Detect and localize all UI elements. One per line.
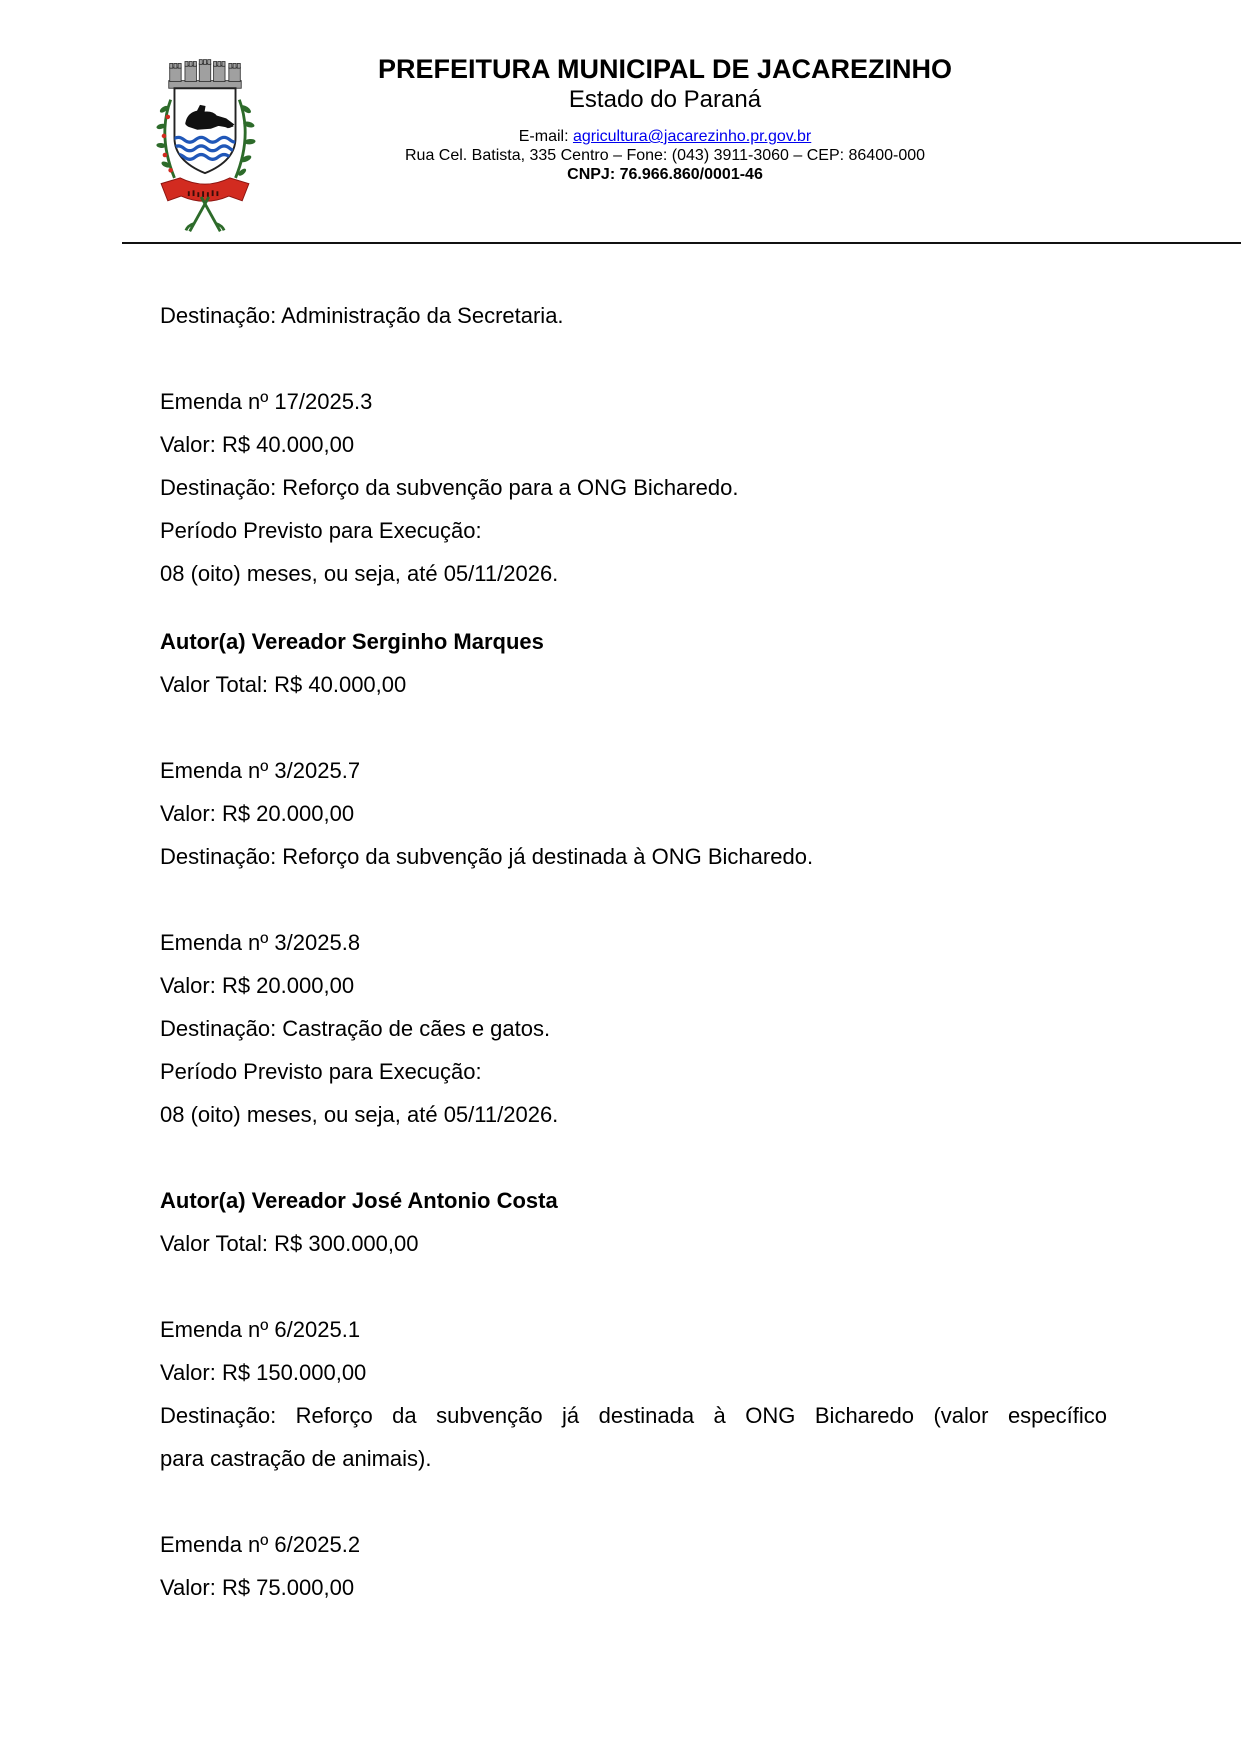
body-line: Valor Total: R$ 40.000,00 — [160, 672, 407, 697]
author-line: Autor(a) Vereador José Antonio Costa — [160, 1188, 558, 1213]
body-line: 08 (oito) meses, ou seja, até 05/11/2026. — [160, 561, 559, 586]
state-subtitle: Estado do Paraná — [568, 86, 762, 113]
paragraph-gap — [160, 337, 1107, 380]
document-body — [160, 294, 1107, 1609]
cnpj-line: CNPJ: 76.966.860/0001-46 — [567, 166, 763, 183]
body-line: Valor Total: R$ 300.000,00 — [160, 1231, 419, 1256]
body-line: Período Previsto para Execução: — [160, 1059, 482, 1084]
crossed-stems-icon — [186, 197, 224, 231]
body-line: Emenda nº 3/2025.8 — [160, 930, 361, 955]
paragraph-gap — [160, 1480, 1107, 1523]
body-line: Destinação: Administração da Secretaria. — [160, 303, 564, 328]
author-line: Autor(a) Vereador Serginho Marques — [160, 629, 544, 654]
contact-block — [90, 127, 1240, 184]
body-line: Período Previsto para Execução: — [160, 518, 482, 543]
body-line: Emenda nº 17/2025.3 — [160, 389, 373, 414]
body-line: Emenda nº 3/2025.7 — [160, 758, 361, 783]
paragraph-gap — [160, 595, 1107, 620]
body-line: Valor: R$ 150.000,00 — [160, 1360, 367, 1385]
email-link[interactable]: agricultura@jacarezinho.pr.gov.br — [572, 128, 812, 145]
body-line: Destinação: Reforço da subvenção para a ONG Bicharedo. — [160, 475, 739, 500]
email-label: E-mail: — [518, 128, 573, 145]
body-line: Destinação: Reforço da subvenção já destinada à ONG Bicharedo. — [160, 844, 814, 869]
header-divider — [122, 242, 1241, 244]
body-line: para castração de animais). — [160, 1446, 432, 1471]
body-line: Valor: R$ 20.000,00 — [160, 973, 355, 998]
address-line: Rua Cel. Batista, 335 Centro – Fone: (043) 3911-3060 – CEP: 86400-000 — [404, 147, 926, 164]
body-line: Valor: R$ 40.000,00 — [160, 432, 355, 457]
email-line — [90, 127, 1240, 146]
paragraph-gap — [160, 1265, 1107, 1308]
body-line: Valor: R$ 75.000,00 — [160, 1575, 355, 1600]
paragraph-gap — [160, 878, 1107, 921]
body-line: Destinação: Reforço da subvenção já destinada à ONG Bicharedo (valor específico — [160, 1403, 1107, 1428]
page-title: PREFEITURA MUNICIPAL DE JACAREZINHO — [377, 54, 953, 84]
body-line: Emenda nº 6/2025.2 — [160, 1532, 361, 1557]
body-line: 08 (oito) meses, ou seja, até 05/11/2026. — [160, 1102, 559, 1127]
body-line: Valor: R$ 20.000,00 — [160, 801, 355, 826]
letterhead — [90, 54, 1240, 184]
body-line: Destinação: Castração de cães e gatos. — [160, 1016, 551, 1041]
paragraph-gap — [160, 1136, 1107, 1179]
body-line: Emenda nº 6/2025.1 — [160, 1317, 361, 1342]
paragraph-gap — [160, 706, 1107, 749]
